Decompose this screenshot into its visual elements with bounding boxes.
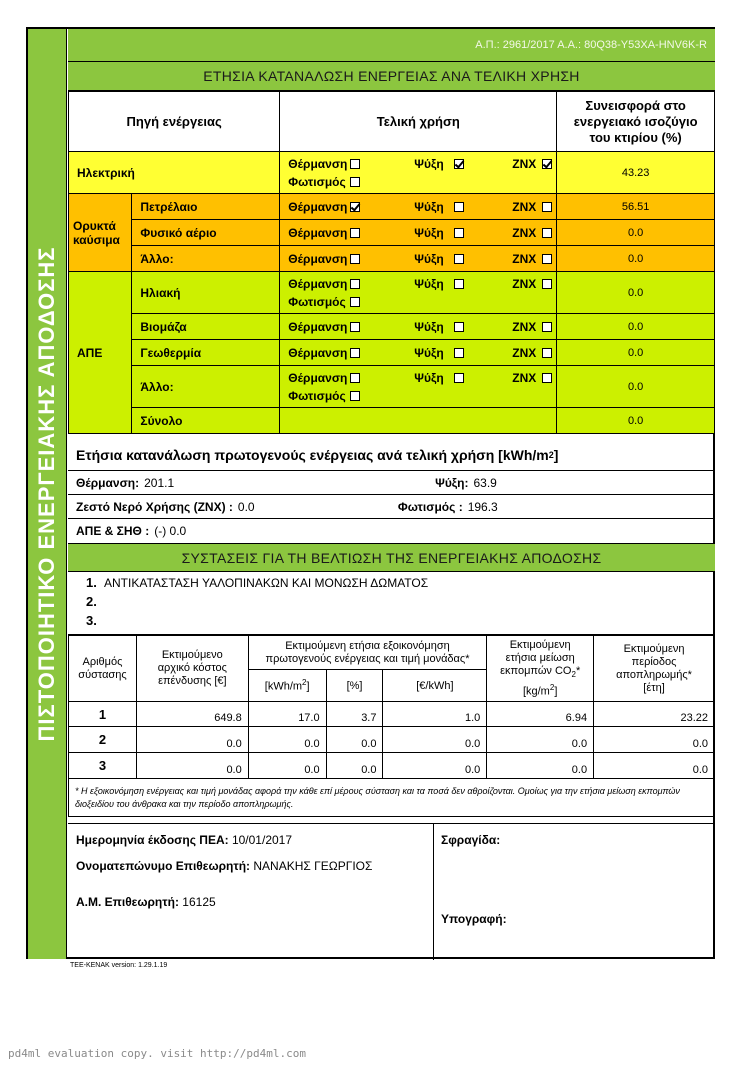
source-natural-gas: Φυσικό αέριο (132, 220, 280, 246)
recommendations-list (68, 572, 715, 635)
header-rec-number-l1: Αριθμός (82, 655, 123, 668)
label-lighting: Φωτισμός (288, 294, 346, 309)
row-geothermal (69, 340, 715, 366)
source-biomass: Βιομάζα (132, 314, 280, 340)
checkbox-gas-heating[interactable] (350, 228, 360, 238)
row-solar (69, 272, 715, 314)
header-contribution-l2: ενεργειακό ισοζύγιο (573, 113, 698, 129)
checkbox-electric-lighting[interactable] (350, 177, 360, 187)
value-total: 0.0 (557, 408, 715, 434)
watermark-text: pd4ml evaluation copy. visit http://pd4ml.com (8, 1047, 307, 1060)
recs-note-cell (69, 779, 715, 817)
rec-payback: 23.22 (594, 702, 715, 727)
certificate-frame (26, 27, 715, 959)
stamp-label: Σφραγίδα: (441, 833, 501, 847)
source-fossil-other: Άλλο: (132, 246, 280, 272)
header-cost-l3: επένδυσης [€] (158, 675, 227, 687)
rec-kwh: 0.0 (248, 753, 326, 779)
value-renewable-other: 0.0 (557, 366, 715, 408)
group-fossil-l2: καύσιμα (73, 232, 120, 247)
label-dhw: ΖΝΧ (512, 276, 537, 291)
row-biomass (69, 314, 715, 340)
label-heating: Θέρμανση (288, 225, 348, 240)
label-heating: Θέρμανση (288, 370, 348, 385)
rec-cost: 0.0 (136, 753, 248, 779)
lighting-label: Φωτισμός : (397, 499, 463, 514)
label-dhw: ΖΝΧ (512, 319, 537, 334)
header-payback (594, 636, 715, 702)
sidebar-title: ΠΙΣΤΟΠΟΙΗΤΙΚΟ ΕΝΕΡΓΕΙΑΚΗΣ ΑΠΟΔΟΣΗΣ (34, 246, 59, 742)
stamp-signature-area (434, 824, 715, 960)
header-saving-l1: Εκτιμούμενη ετήσια εξοικονόμηση (285, 639, 450, 652)
inspector-am-label: Α.Μ. Επιθεωρητή: (76, 895, 179, 909)
recommendation-item (86, 613, 715, 632)
primary-energy-res (68, 519, 715, 544)
header-annual-saving (248, 636, 487, 670)
label-cooling: Ψύξη (414, 345, 444, 360)
label-dhw: ΖΝΧ (512, 225, 537, 240)
label-heating: Θέρμανση (288, 319, 348, 334)
dhw-label: Ζεστό Νερό Χρήσης (ΖΝΧ) : (76, 499, 233, 514)
label-heating: Θέρμανση (288, 276, 348, 291)
rec-eur: 0.0 (383, 753, 487, 779)
software-version: TEE-KENAK version: 1.29.1.19 (70, 962, 168, 969)
header-co2-l4 (487, 681, 593, 699)
row-electric (69, 152, 715, 194)
res-value: (-) 0.0 (154, 524, 187, 538)
value-solar: 0.0 (557, 272, 715, 314)
header-cost-l2: αρχικό κόστος (157, 662, 227, 674)
checkbox-electric-heating[interactable] (350, 159, 360, 169)
inspector-am-value: 16125 (182, 895, 216, 909)
rec-cost: 0.0 (136, 727, 248, 753)
rec-id: 3 (69, 753, 137, 779)
inspector-line (76, 859, 372, 873)
source-solar: Ηλιακή (132, 272, 280, 314)
certificate-content (68, 29, 715, 959)
header-payback-l2: περίοδος (631, 655, 677, 668)
source-electric: Ηλεκτρική (69, 152, 280, 194)
energy-section-title: ΕΤΗΣΙΑ ΚΑΤΑΝΑΛΩΣΗ ΕΝΕΡΓΕΙΑΣ ΑΝΑ ΤΕΛΙΚΗ ΧΡΗΣΗ (68, 62, 715, 91)
header-co2-l3 (487, 665, 593, 681)
recommendation-number: 2. (86, 594, 97, 609)
checkbox-biomass-cooling[interactable] (454, 322, 464, 332)
recommendation-item (86, 594, 715, 613)
inspector-label: Ονοματεπώνυμο Επιθεωρητή: (76, 859, 251, 873)
label-dhw: ΖΝΧ (512, 156, 537, 171)
header-kwh (248, 670, 326, 702)
table-row (69, 753, 715, 779)
uses-total-empty (280, 408, 557, 434)
dhw-value: 0.0 (237, 499, 255, 514)
checkbox-geothermal-heating[interactable] (350, 348, 360, 358)
label-heating: Θέρμανση (288, 251, 348, 266)
checkbox-fossil-other-heating[interactable] (350, 254, 360, 264)
issue-date-label: Ημερομηνία έκδοσης ΠΕΑ: (76, 833, 229, 847)
table-row (69, 727, 715, 753)
label-cooling: Ψύξη (414, 199, 444, 214)
rec-co2: 0.0 (487, 753, 594, 779)
header-co2-l4-post: ] (554, 685, 558, 698)
label-cooling: Ψύξη (414, 319, 444, 334)
primary-energy-title (68, 439, 715, 471)
inspector-value: ΝΑΝΑΚΗΣ ΓΕΩΡΓΙΟΣ (253, 859, 373, 873)
group-renewable: ΑΠΕ (69, 272, 132, 434)
checkbox-biomass-heating[interactable] (350, 322, 360, 332)
row-total (69, 408, 715, 434)
source-geothermal: Γεωθερμία (132, 340, 280, 366)
rec-payback: 0.0 (594, 727, 715, 753)
label-cooling: Ψύξη (414, 225, 444, 240)
checkbox-renewable-other-lighting[interactable] (350, 391, 360, 401)
checkbox-geothermal-cooling[interactable] (454, 348, 464, 358)
header-co2-l3-post: * (575, 664, 581, 677)
header-contribution (557, 92, 715, 152)
header-co2-l2: ετήσια μείωση (505, 651, 575, 664)
primary-energy-title-main: Ετήσια κατανάλωση πρωτογενούς ενέργειας ανά τελική χρήση [kWh/m (76, 446, 549, 463)
issue-date-value: 10/01/2017 (231, 833, 293, 847)
energy-table-header (69, 92, 715, 152)
row-oil (69, 194, 715, 220)
label-cooling: Ψύξη (414, 251, 444, 266)
rec-pct: 0.0 (326, 727, 383, 753)
checkbox-solar-heating[interactable] (350, 279, 360, 289)
checkbox-renewable-other-cooling[interactable] (454, 373, 464, 383)
rec-payback: 0.0 (594, 753, 715, 779)
label-lighting: Φωτισμός (288, 174, 346, 189)
rec-cost: 649.8 (136, 702, 248, 727)
checkbox-renewable-other-heating[interactable] (350, 373, 360, 383)
checkbox-fossil-other-dhw[interactable] (542, 254, 552, 264)
header-kwh-pre: [kWh/m (264, 680, 303, 693)
rec-id: 2 (69, 727, 137, 753)
header-co2-l3-sub: 2 (571, 669, 576, 679)
label-lighting: Φωτισμός (288, 388, 346, 403)
recommendation-item (86, 575, 715, 594)
checkbox-fossil-other-cooling[interactable] (454, 254, 464, 264)
recs-footnote: * Η εξοικονόμηση ενέργειας και τιμή μονάδας αφορά την κάθε επί μέρους σύσταση και τα ποσά δεν αθροίζονται. Ομοίως για την ετήσια μείωση εκπομπών διοξειδίου του άνθρακα και την περίοδο αποπληρωμής. (75, 785, 680, 809)
heating-value: 201.1 (144, 475, 175, 490)
checkbox-electric-dhw[interactable] (542, 159, 552, 169)
label-heating: Θέρμανση (288, 199, 348, 214)
energy-table (68, 91, 715, 434)
label-cooling: Ψύξη (414, 156, 444, 171)
table-row (69, 702, 715, 727)
recommendation-text: ΑΝΤΙΚΑΤΑΣΤΑΣΗ ΥΑΛΟΠΙΝΑΚΩΝ ΚΑΙ ΜΟΝΩΣΗ ΔΩΜΑΤΟΣ (104, 576, 429, 590)
recommendation-number: 1. (86, 575, 97, 590)
group-fossil (69, 194, 132, 272)
header-initial-cost (136, 636, 248, 702)
value-electric: 43.23 (557, 152, 715, 194)
checkbox-solar-dhw[interactable] (542, 279, 552, 289)
primary-energy-heating-cooling (68, 471, 715, 495)
label-cooling: Ψύξη (414, 370, 444, 385)
rec-eur: 0.0 (383, 727, 487, 753)
recommendation-number: 3. (86, 613, 97, 628)
header-co2-l4-sup: 2 (549, 682, 555, 692)
sidebar-banner (28, 29, 67, 959)
header-source: Πηγή ενέργειας (69, 92, 280, 152)
checkbox-gas-dhw[interactable] (542, 228, 552, 238)
checkbox-oil-dhw[interactable] (542, 202, 552, 212)
row-natural-gas (69, 220, 715, 246)
header-cost-l1: Εκτιμούμενο (161, 649, 223, 661)
rec-kwh: 17.0 (248, 702, 326, 727)
inspector-am-line (76, 895, 216, 909)
header-co2-l4-pre: [kg/m (522, 685, 550, 698)
rec-pct: 3.7 (326, 702, 383, 727)
label-cooling: Ψύξη (414, 276, 444, 291)
rec-kwh: 0.0 (248, 727, 326, 753)
header-rec-number (69, 636, 137, 702)
recommendations-table (68, 635, 715, 817)
rec-pct: 0.0 (326, 753, 383, 779)
source-total: Σύνολο (132, 408, 280, 434)
rec-eur: 1.0 (383, 702, 487, 727)
header-co2-reduction (487, 636, 594, 702)
header-co2-l1: Εκτιμούμενη (509, 638, 571, 651)
value-natural-gas: 0.0 (557, 220, 715, 246)
label-dhw: ΖΝΧ (512, 370, 537, 385)
label-dhw: ΖΝΧ (512, 199, 537, 214)
header-percent: [%] (326, 670, 383, 702)
uses-electric (280, 152, 557, 194)
header-rec-number-l2: σύστασης (78, 668, 127, 681)
header-use: Τελική χρήση (280, 92, 557, 152)
label-dhw: ΖΝΧ (512, 345, 537, 360)
rec-id: 1 (69, 702, 137, 727)
checkbox-renewable-other-dhw[interactable] (542, 373, 552, 383)
source-renewable-other: Άλλο: (132, 366, 280, 408)
primary-energy-title-sup: 2 (548, 449, 554, 460)
header-payback-l1: Εκτιμούμενη (623, 642, 685, 655)
checkbox-gas-cooling[interactable] (454, 228, 464, 238)
header-contribution-l3: του κτιρίου (%) (589, 129, 682, 145)
rec-co2: 6.94 (487, 702, 594, 727)
label-dhw: ΖΝΧ (512, 251, 537, 266)
recs-header-row-1 (69, 636, 715, 670)
rec-co2: 0.0 (487, 727, 594, 753)
header-kwh-sup: 2 (302, 678, 307, 688)
source-oil: Πετρέλαιο (132, 194, 280, 220)
primary-energy-dhw-lighting (68, 495, 715, 519)
checkbox-solar-cooling[interactable] (454, 279, 464, 289)
value-geothermal: 0.0 (557, 340, 715, 366)
signature-label: Υπογραφή: (441, 912, 507, 926)
heating-label: Θέρμανση: (76, 475, 140, 490)
header-payback-l4: [έτη] (643, 681, 665, 694)
recs-note-row (69, 779, 715, 817)
checkbox-geothermal-dhw[interactable] (542, 348, 552, 358)
issue-section (68, 823, 715, 959)
row-renewable-other (69, 366, 715, 408)
group-fossil-l1: Ορυκτά (73, 218, 116, 233)
header-co2-l3-pre: εκπομπών CO (500, 664, 572, 677)
header-saving-l2: πρωτογενούς ενέργειας και τιμή μονάδας* (265, 652, 470, 665)
label-heating: Θέρμανση (288, 156, 348, 171)
issue-details (68, 824, 434, 960)
reference-number: Α.Π.: 2961/2017 Α.Α.: 80Q38-Y53XA-HNV6K-R (68, 29, 715, 62)
checkbox-oil-cooling[interactable] (454, 202, 464, 212)
checkbox-biomass-dhw[interactable] (542, 322, 552, 332)
checkbox-solar-lighting[interactable] (350, 297, 360, 307)
value-oil: 56.51 (557, 194, 715, 220)
recommendations-title: ΣΥΣΤΑΣΕΙΣ ΓΙΑ ΤΗ ΒΕΛΤΙΩΣΗ ΤΗΣ ΕΝΕΡΓΕΙΑΚΗΣ ΑΠΟΔΟΣΗΣ (68, 544, 715, 572)
header-eur-kwh: [€/kWh] (383, 670, 487, 702)
checkbox-electric-cooling[interactable] (454, 159, 464, 169)
header-contribution-l1: Συνεισφορά στο (585, 97, 686, 113)
lighting-value: 196.3 (467, 499, 498, 514)
label-heating: Θέρμανση (288, 345, 348, 360)
header-kwh-post: ] (306, 680, 310, 693)
row-fossil-other (69, 246, 715, 272)
value-fossil-other: 0.0 (557, 246, 715, 272)
header-payback-l3: αποπληρωμής* (616, 668, 692, 681)
value-biomass: 0.0 (557, 314, 715, 340)
cooling-value: 63.9 (473, 475, 497, 490)
primary-energy-title-end: ] (553, 446, 559, 463)
cooling-label: Ψύξη: (435, 475, 469, 490)
checkbox-oil-heating[interactable] (350, 202, 360, 212)
res-label: ΑΠΕ & ΣΗΘ : (76, 524, 150, 538)
issue-date-line (76, 833, 292, 847)
